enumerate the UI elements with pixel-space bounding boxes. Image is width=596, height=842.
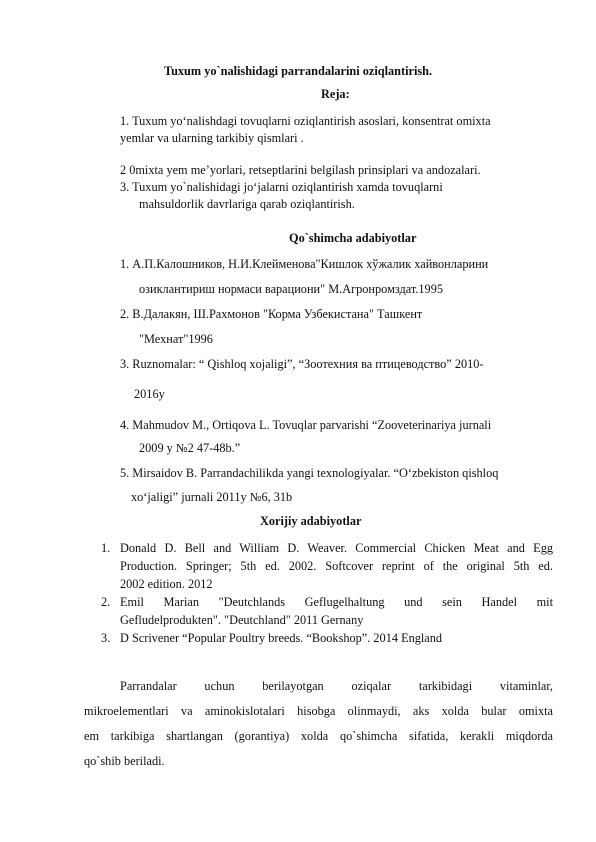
foreign-item-2-number: 2. [101, 595, 111, 609]
extra-item-5-line1: 5. Mirsaidov B. Parrandachilikda yangi texnologiyalar. “O‘zbekiston qishloq [120, 466, 499, 480]
foreign-item-1-line3: 2002 edition. 2012 [120, 577, 213, 591]
foreign-item-2-line1: Emil Marian "Deutchlands Geflugelhaltung und sein Handel mit [120, 595, 553, 609]
extra-item-4-line2: 2009 y №2 47-48b.” [139, 441, 241, 455]
paragraph-line-3: em tarkibiga shartlangan (gorantiya) xolda qo`shimcha sifatida, kerakli miqdorda [84, 729, 553, 743]
foreign-item-1-line1: Donald D. Bell and William D. Weaver. Commercial Chicken Meat and Egg [120, 541, 553, 555]
extra-heading: Qo`shimcha adabiyotlar [289, 231, 417, 245]
page-title: Tuxum yo`nalishidagi parrandalarini oziqlantirish. [164, 64, 433, 78]
plan-item-2: 2 0mixta yem me’yorlari, retseptlarini belgilash prinsiplari va andozalari. [120, 163, 481, 177]
paragraph-line-2: mikroelementlari va aminokislotalari hisobga olinmaydi, aks xolda bular omixta [84, 704, 553, 718]
foreign-item-2-line2: Gefludelprodukten". "Deutchland" 2011 Gernany [120, 613, 364, 627]
plan-heading: Reja: [321, 87, 350, 101]
plan-item-3-line2: mahsuldorlik davrlariga qarab oziqlantirish. [139, 197, 355, 211]
foreign-item-3-line1: D Scrivener “Popular Poultry breeds. “Bookshop”. 2014 England [120, 631, 443, 645]
foreign-item-1-line2: Production. Springer; 5th ed. 2002. Softcover reprint of the original 5th ed. [120, 559, 553, 573]
foreign-heading: Xorijiy adabiyotlar [260, 514, 362, 528]
foreign-item-3-number: 3. [101, 631, 111, 645]
extra-item-4-line1: 4. Mahmudov M., Ortiqova L. Tovuqlar parvarishi “Zooveterinariya jurnali [120, 418, 492, 432]
extra-item-1-line2: озиклантириш нормаси варациони" М.Агронромздат.1995 [139, 282, 443, 296]
plan-item-1-line1: 1. Tuxum yo‘nalishdagi tovuqlarni oziqlantirish asoslari, konsentrat omixta [120, 114, 491, 128]
extra-item-3-line2: 2016y [134, 387, 165, 401]
foreign-item-1-number: 1. [101, 541, 111, 555]
extra-item-2-line2: "Мехнат"1996 [139, 332, 213, 346]
extra-item-1-line1: 1. А.П.Калошников, Н.И.Клейменова"Кишлок хўжалик хайвонларини [120, 257, 489, 271]
extra-item-3-line1: 3. Ruznomalar: “ Qishloq xojaligi”, “Зоотехния ва птицеводство” 2010- [120, 357, 484, 371]
extra-item-2-line1: 2. В.Далакян, Ш.Рахмонов "Корма Узбекистана" Ташкент [120, 307, 423, 321]
paragraph-line-1: Parrandalar uchun berilayotgan oziqalar tarkibidagi vitaminlar, [120, 679, 553, 693]
plan-item-3-line1: 3. Tuxum yo`nalishidagi jo‘jalarni oziqlantirish xamda tovuqlarni [120, 180, 443, 194]
paragraph-line-4: qo`shib beriladi. [84, 754, 165, 768]
plan-item-1-line2: yemlar va ularning tarkibiy qismlari . [120, 131, 304, 145]
extra-item-5-line2: xo‘jaligi” jurnali 2011y №6, 31b [131, 490, 293, 504]
